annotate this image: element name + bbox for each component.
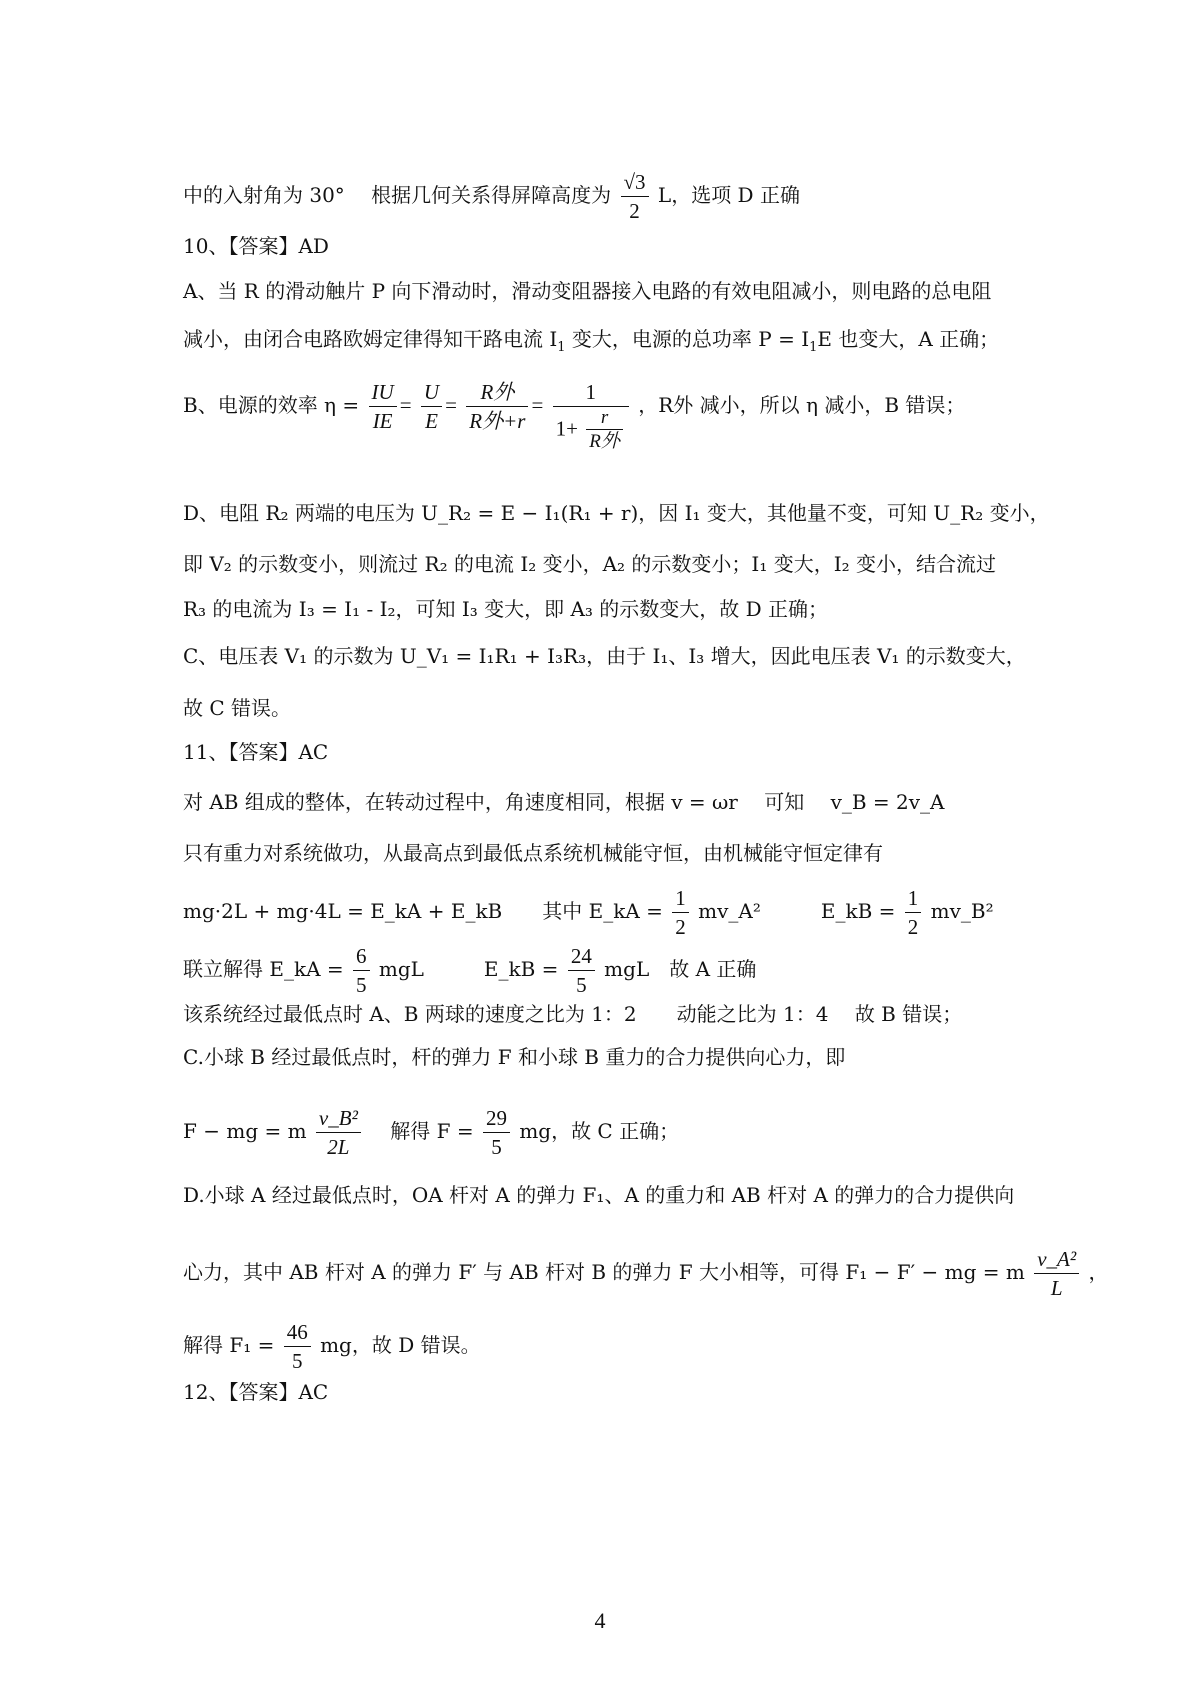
fraction bbox=[905, 884, 922, 941]
text-line: 对 AB 组成的整体，在转动过程中，角速度相同，根据 v = ωr 可知 v_B = 2v_A bbox=[183, 790, 945, 814]
text-segment: 解得 F = bbox=[370, 1119, 474, 1143]
fraction bbox=[284, 1318, 311, 1375]
text-line: A、当 R 的滑动触片 P 向下滑动时，滑动变阻器接入电路的有效电阻减小，则电路的总电阻 bbox=[183, 279, 992, 303]
fraction bbox=[621, 168, 649, 225]
fraction-numerator: r bbox=[600, 407, 609, 428]
text-line: D、电阻 R₂ 两端的电压为 U_R₂ = E − I₁(R₁ + r)，因 I₁ 变大，其他量不变，可知 U_R₂ 变小， bbox=[183, 501, 1050, 525]
fraction-denominator: L bbox=[1034, 1273, 1079, 1302]
fraction-denominator: 2 bbox=[621, 196, 649, 225]
fraction-denominator: IE bbox=[369, 406, 397, 435]
fraction-numerator: v_A² bbox=[1037, 1247, 1077, 1271]
text-segment: 减小，由闭合电路欧姆定律得知干路电流 I bbox=[183, 327, 558, 351]
text-segment: mg，故 D 错误。 bbox=[320, 1333, 481, 1357]
text-line: 减小，由闭合电路欧姆定律得知干路电流 $I_1$ 变大，电源的总功率 $P = I_1E$ 也变大，A 正确； bbox=[183, 327, 1000, 355]
text-line: R₃ 的电流为 I₃ = I₁ - I₂，可知 I₃ 变大，即 A₃ 的示数变大，故 D 正确； bbox=[183, 597, 829, 621]
fraction-denominator: 5 bbox=[483, 1132, 510, 1161]
text-segment: ， bbox=[1088, 1260, 1109, 1284]
fraction-denominator: 5 bbox=[568, 970, 595, 999]
answer-heading: 10、【答案】AD bbox=[183, 234, 329, 258]
text-line: C、电压表 V₁ 的示数为 U_V₁ = I₁R₁ + I₃R₃，由于 I₁、I₃ 增大，因此电压表 V₁ 的示数变大， bbox=[183, 644, 1026, 668]
text-line bbox=[183, 168, 800, 225]
fraction bbox=[586, 407, 623, 454]
text-line: 即 V₂ 的示数变小，则流过 R₂ 的电流 I₂ 变小，A₂ 的示数变小；I₁ 变大，I₂ 变小，结合流过 bbox=[183, 552, 996, 576]
formula-line bbox=[183, 1318, 481, 1375]
text-segment: ，R外 减小，所以 η 减小，B 错误； bbox=[638, 393, 966, 417]
fraction-denominator: R外 bbox=[586, 429, 623, 454]
text-segment: F − mg = m bbox=[183, 1119, 307, 1143]
formula-line bbox=[183, 1104, 679, 1161]
fraction-denominator: E bbox=[421, 406, 442, 435]
formula-line bbox=[183, 884, 994, 941]
fraction-numerator: IU bbox=[371, 380, 394, 404]
fraction-numerator: 6 bbox=[356, 944, 367, 968]
text-segment: 变大，电源的总功率 P = I bbox=[565, 327, 810, 351]
page-number: 4 bbox=[594, 1608, 606, 1633]
fraction bbox=[421, 378, 442, 435]
text-segment: mv_A² E_kB = bbox=[698, 899, 896, 923]
fraction-denominator: 5 bbox=[284, 1346, 311, 1375]
fraction-numerator: 24 bbox=[570, 944, 592, 968]
text-segment: 解得 F₁ = bbox=[183, 1333, 275, 1357]
fraction bbox=[369, 378, 397, 435]
text-line: D.小球 A 经过最低点时，OA 杆对 A 的弹力 F₁、A 的重力和 AB 杆对 A 的弹力的合力提供向 bbox=[183, 1183, 1015, 1207]
fraction bbox=[1034, 1245, 1079, 1302]
fraction-denominator: 5 bbox=[353, 970, 370, 999]
text-segment: 联立解得 E_kA = bbox=[183, 957, 344, 981]
answer-heading: 12、【答案】AC bbox=[183, 1380, 329, 1404]
text-segment: L，选项 D 正确 bbox=[657, 183, 800, 207]
text-line: 只有重力对系统做功，从最高点到最低点系统机械能守恒，由机械能守恒定律有 bbox=[183, 841, 883, 865]
fraction bbox=[553, 378, 629, 454]
fraction-numerator: 1 bbox=[907, 886, 919, 910]
fraction bbox=[483, 1104, 510, 1161]
fraction-denominator bbox=[553, 406, 629, 454]
fraction-denominator: 2 bbox=[672, 912, 689, 941]
fraction-denominator: 2 bbox=[905, 912, 922, 941]
fraction-numerator: R外 bbox=[480, 380, 515, 404]
formula-line: B、电源的效率 η = $\frac{IU}{IE}$ = $\frac{U}{E}$ = $\frac{\text{R外}}{\text{R外+r}}$ = 1 1+ $\frac{r}{\text{R外}}$ ，R外 减小，所以 η 减小，B 错误； bbox=[183, 380, 966, 452]
text-line: C.小球 B 经过最低点时，杆的弹力 F 和小球 B 重力的合力提供向心力，即 bbox=[183, 1045, 846, 1069]
formula-line bbox=[183, 942, 756, 999]
text-segment: 中的入射角为 30° 根据几何关系得屏障高度为 bbox=[183, 183, 612, 207]
text-segment: 心力，其中 AB 杆对 A 的弹力 F′ 与 AB 杆对 B 的弹力 F 大小相等，可得 F₁ − F′ − mg = m bbox=[183, 1260, 1025, 1284]
fraction-numerator: 1 bbox=[585, 380, 596, 404]
text-segment: mg·2L + mg·4L = E_kA + E_kB 其中 E_kA = bbox=[183, 899, 663, 923]
fraction-denominator: R外+r bbox=[466, 406, 528, 435]
text-segment: B、电源的效率 η = bbox=[183, 393, 360, 417]
fraction-numerator: 46 bbox=[286, 1320, 308, 1344]
fraction bbox=[316, 1104, 361, 1161]
answer-heading: 11、【答案】AC bbox=[183, 740, 329, 764]
fraction-denominator: 2L bbox=[316, 1132, 361, 1161]
fraction-numerator: U bbox=[423, 380, 440, 404]
fraction-numerator: 1 bbox=[675, 886, 686, 910]
formula-line bbox=[183, 1245, 1109, 1302]
text-segment: mg，故 C 正确； bbox=[519, 1119, 680, 1143]
fraction-numerator: v_B² bbox=[318, 1106, 358, 1130]
text-segment: mv_B² bbox=[930, 899, 994, 923]
denominator-prefix: 1+ bbox=[555, 416, 578, 441]
text-segment: mgL 故 A 正确 bbox=[604, 957, 757, 981]
fraction bbox=[353, 942, 370, 999]
fraction-numerator: 29 bbox=[485, 1106, 507, 1130]
fraction bbox=[466, 378, 528, 435]
fraction-numerator: √3 bbox=[623, 170, 646, 194]
fraction bbox=[672, 884, 689, 941]
text-segment: E 也变大，A 正确； bbox=[817, 327, 1000, 351]
text-line: 故 C 错误。 bbox=[183, 696, 292, 720]
text-line: 该系统经过最低点时 A、B 两球的速度之比为 1：2 动能之比为 1：4 故 B 错误； bbox=[183, 1002, 963, 1026]
fraction bbox=[568, 942, 595, 999]
text-segment: mgL E_kB = bbox=[378, 957, 559, 981]
